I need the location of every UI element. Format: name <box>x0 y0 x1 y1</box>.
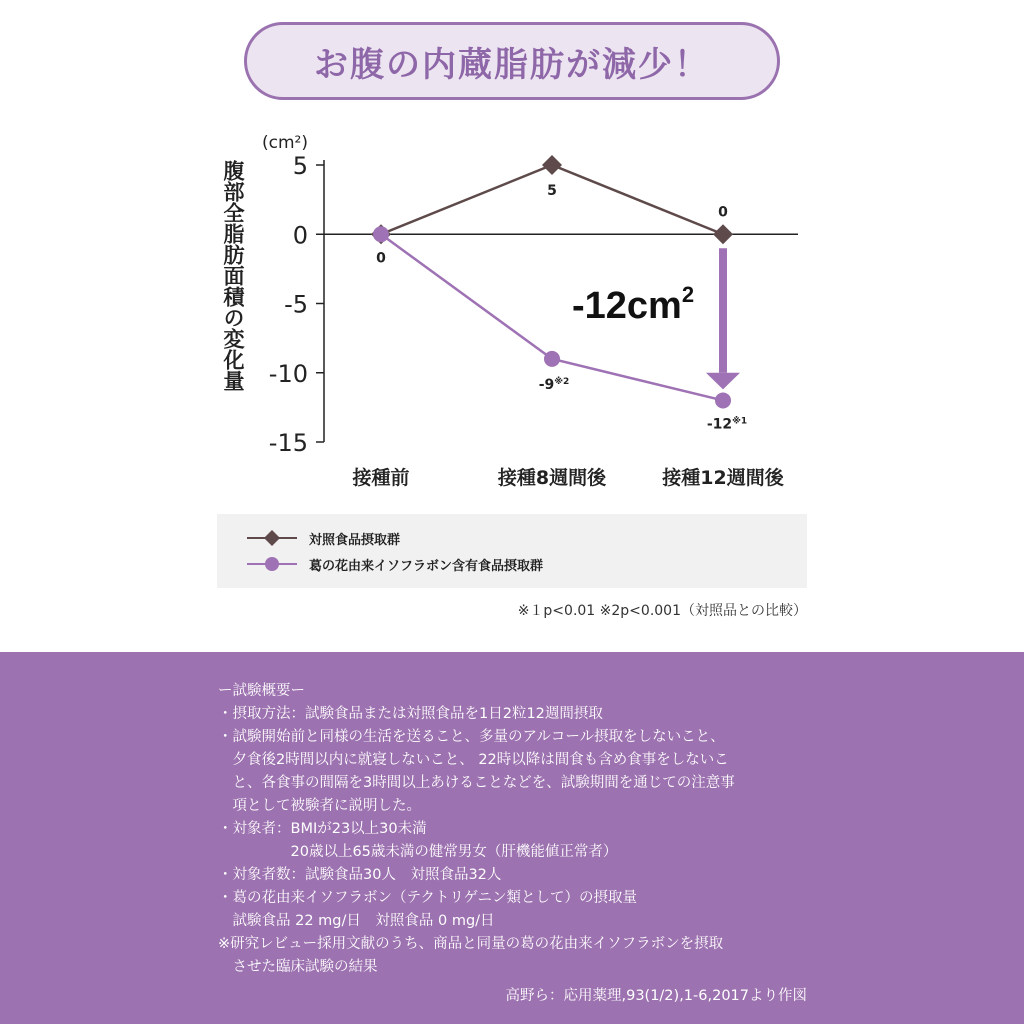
summary-line: ・対象者数：試験食品30人 対照食品32人 <box>218 867 502 883</box>
summary-line: ・葛の花由来イソフラボン（テクトリゲニン類として）の摂取量 <box>218 890 638 906</box>
legend-item-isoflavone <box>247 554 543 574</box>
summary-line: ・試験開始前と同様の生活を送ること、多量のアルコール摂取をしないこと、 <box>218 729 725 745</box>
reduction-arrow-shaft <box>719 248 727 373</box>
data-label-control-12w: 0 <box>718 204 728 221</box>
data-point-circle <box>715 392 731 408</box>
summary-line: と、各食事の間隔を3時間以上あけることなどを、試験期間を通じての注意事 <box>218 775 735 791</box>
summary-line: 20歳以上65歳未満の健常男女（肝機能値正常者） <box>218 844 618 860</box>
title-banner <box>244 22 780 100</box>
data-label-iso-12w: -12$^{※1}$ <box>706 416 748 433</box>
y-tick-label: -15 <box>268 429 308 457</box>
y-tick-label: 5 <box>292 152 308 180</box>
legend-label-control: 対照食品摂取群 <box>309 532 401 548</box>
summary-line: させた臨床試験の結果 <box>218 959 378 975</box>
summary-line: 夕食後2時間以内に就寝しないこと、 22時以降は間食も含め食事をしないこ <box>218 752 729 768</box>
legend-marker-circle <box>247 554 297 574</box>
summary-line: ・対象者：BMIが23以上30未満 <box>218 821 427 837</box>
chart-legend <box>217 514 807 588</box>
legend-item-control <box>247 528 400 548</box>
legend-label-isoflavone: 葛の花由来イソフラボン含有食品摂取群 <box>309 558 544 574</box>
data-label-iso-8w: -9$^{※2}$ <box>538 376 570 393</box>
study-summary-text <box>218 680 818 979</box>
data-point-diamond <box>713 224 733 244</box>
line-chart <box>0 110 1024 500</box>
x-tick-label: 接種12週間後 <box>662 467 784 489</box>
x-tick-label: 接種8週間後 <box>497 467 607 489</box>
data-point-circle <box>373 226 389 242</box>
data-label-control-8w: 5 <box>547 183 557 199</box>
reduction-arrow-head <box>706 373 740 390</box>
summary-line: 試験食品 22 mg/日 対照食品 0 mg/日 <box>218 913 495 929</box>
summary-line: ※研究レビュー採用文献のうち、商品と同量の葛の花由来イソフラボンを摂取 <box>218 936 724 952</box>
legend-marker-diamond <box>247 528 297 548</box>
data-point-circle <box>544 351 560 367</box>
series-line <box>381 165 723 234</box>
y-axis-unit: (cm²) <box>262 133 308 153</box>
y-tick-label: -5 <box>284 290 308 319</box>
summary-line: 項として被験者に説明した。 <box>218 798 421 814</box>
summary-line: ー試験概要ー <box>218 683 305 699</box>
page-title: お腹の内蔵脂肪が減少！ <box>314 44 710 85</box>
data-point-diamond <box>542 155 562 175</box>
x-tick-label: 接種前 <box>352 467 410 489</box>
data-label-start: 0 <box>376 250 386 267</box>
significance-footnote: ※１p<0.01 ※2p<0.001（対照品との比較） <box>517 603 807 619</box>
source-citation: 高野ら：応用薬理,93(1/2),1-6,2017より作図 <box>505 988 807 1004</box>
study-summary-panel <box>0 652 1024 1024</box>
reduction-annotation: $-12cm^2$ <box>572 282 695 327</box>
chart-ylabel: 腹部全脂肪面積の変化量 <box>221 160 245 391</box>
y-tick-label: 0 <box>292 221 308 250</box>
summary-line: ・摂取方法：試験食品または対照食品を1日2粒12週間摂取 <box>218 706 603 722</box>
y-tick-label: -10 <box>268 359 308 388</box>
